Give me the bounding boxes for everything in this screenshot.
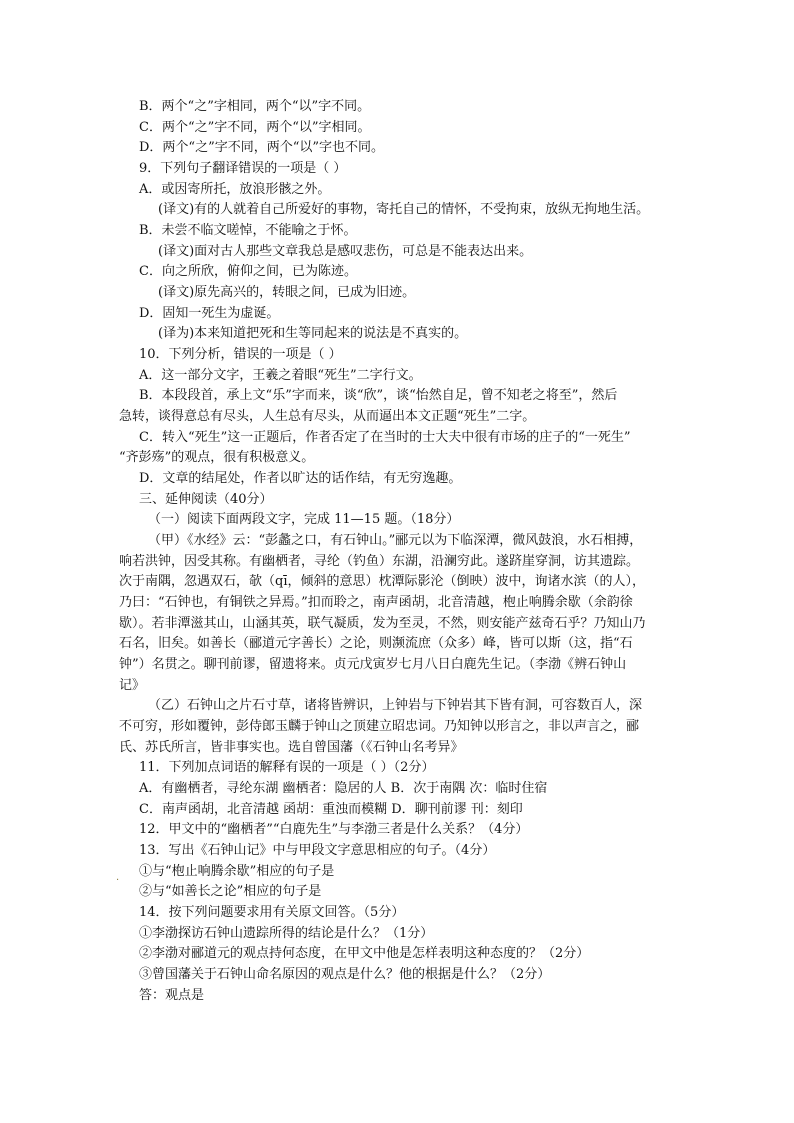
passage-a-line: 钟”）名贯之。聊刊前谬，留遗将来。贞元戊寅岁七月八日白鹿先生记。（李渤《辨石钟山 — [119, 657, 627, 672]
q10-option-b-cont: 急转，谈得意总有尽头，人生总有尽头，从而逼出本文正题“死生”二字。 — [119, 409, 536, 424]
q10-option-b: B．本段段首，承上文“乐”字而来，谈“欣”，谈“怡然自足，曾不知老之将至”，然后 — [139, 388, 618, 403]
passage-a-line: 次于南隅，忽遇双石，欹（qī，倾斜的意思）枕潭际影沦（倒映）波中，询诸水滨（的人）， — [119, 574, 645, 589]
question-13: 13．写出《石钟山记》中与甲段文字意思相应的句子。（4分） — [139, 843, 496, 858]
q10-option-c-cont: “齐彭殇”的观点，很有积极意义。 — [119, 450, 315, 465]
q10-option-d: D．文章的结尾处，作者以旷达的话作结，有无穷逸趣。 — [139, 471, 462, 486]
q9-option-b: B．未尝不临文嗟悼，不能喻之于怀。 — [139, 223, 357, 238]
q9-option-d: D．固知一死生为虚诞。 — [139, 306, 280, 321]
q11-options-cd: C．南声函胡，北音清越 函胡：重浊而模糊 D．聊刊前谬 刊：刻印 — [139, 802, 523, 817]
question-14: 14．按下列问题要求用有关原文回答。（5分） — [139, 905, 405, 920]
question-11: 11．下列加点词语的解释有误的一项是（ ）（2分） — [139, 760, 435, 775]
passage-a-line: 记》 — [119, 678, 146, 693]
passage-a-line: 歇）。若非潭滋其山，山涵其英，联气凝质，发为至灵，不然，则安能产兹奇石乎？乃知山乃 — [119, 616, 646, 631]
passage-a-line: 石名，旧矣。如善长（郦道元字善长）之论，则濒流庶（众多）峰，皆可以斯（这，指“石 — [119, 636, 633, 651]
option-d-text: D．两个“之”字不同，两个“以”字也不同。 — [139, 140, 385, 155]
q11-options-ab: A．有幽栖者，寻纶东湖 幽栖者：隐居的人 B．次于南隅 次：临时住宿 — [139, 781, 548, 796]
question-12: 12．甲文中的“幽栖者”“白鹿先生”与李渤三者是什么关系？（4分） — [139, 822, 529, 837]
passage-a-line: 响若洪钟，因受其称。有幽栖者，寻纶（钓鱼）东湖，沿澜穷此。遂跻崖穿洞，访其遗踪。 — [119, 554, 640, 569]
question-9: 9．下列句子翻译错误的一项是（ ） — [139, 161, 347, 176]
q14-part-1: ①李渤探访石钟山遗踪所得的结论是什么？（1分） — [139, 926, 434, 941]
option-b-text: B．两个“之”字相同，两个“以”字不同。 — [139, 99, 371, 114]
q9-translation-d: (译为)本来知道把死和生等同起来的说法是不真实的。 — [158, 326, 468, 341]
q9-option-a: A．或因寄所托，放浪形骸之外。 — [139, 182, 331, 197]
q14-part-2: ②李渤对郦道元的观点持何态度，在甲文中他是怎样表明这种态度的？（2分） — [139, 946, 590, 961]
q14-part-3: ③曾国藩关于石钟山命名原因的观点是什么？他的根据是什么？（2分） — [139, 967, 551, 982]
q10-option-a: A．这一部分文字，王羲之着眼“死生”二字行文。 — [139, 368, 422, 383]
passage-b-line: （乙）石钟山之片石寸草，诸将皆辨识，上钟岩与下钟岩其下皆有洞，可容数百人，深 — [148, 698, 643, 713]
passage-b-line: 不可穷，形如覆钟，彭侍郎玉麟于钟山之顶建立昭忠词。乃知钟以形言之，非以声言之，郦 — [119, 719, 640, 734]
passage-a-line: 乃曰：“石钟也，有铜铁之异焉。”扣而聆之，南声函胡，北音清越，枹止响腾余歇（余韵徐 — [119, 595, 633, 610]
margin-mark: . — [116, 872, 120, 883]
q10-option-c: C．转入“死生”这一正题后，作者否定了在当时的士大夫中很有市场的庄子的“一死生” — [139, 430, 631, 445]
answer-prompt: 答：观点是 — [139, 988, 205, 1003]
q9-translation-b: (译文)面对古人那些文章我总是感叹悲伤，可总是不能表达出来。 — [158, 244, 533, 259]
option-c-text: C．两个“之”字不同，两个“以”字相同。 — [139, 120, 371, 135]
question-10: 10．下列分析，错误的一项是（ ） — [139, 347, 342, 362]
q13-part-2: ②与“如善长之论”相应的句子是 — [139, 884, 322, 899]
q9-translation-c: (译文)原先高兴的，转眼之间，已成为旧迹。 — [158, 285, 416, 300]
passage-b-line: 氏、苏氏所言，皆非事实也。选自曾国藩（《石钟山名考异》 — [119, 740, 464, 755]
q13-part-1: ①与“枹止响腾余歇”相应的句子是 — [139, 864, 335, 879]
reading-instructions: （一）阅读下面两段文字，完成 11—15 题。（18分） — [148, 512, 460, 527]
passage-a-line: （甲）《水经》云：“彭蠡之口，有石钟山。”郦元以为下临深潭，微风鼓浪，水石相搏， — [148, 533, 643, 548]
section-heading: 三、延伸阅读（40分） — [139, 492, 273, 507]
q9-translation-a: (译文)有的人就着自己所爱好的事物，寄托自己的情怀，不受拘束，放纵无拘地生活。 — [158, 202, 650, 217]
q9-option-c: C．向之所欣，俯仰之间，已为陈迹。 — [139, 264, 357, 279]
